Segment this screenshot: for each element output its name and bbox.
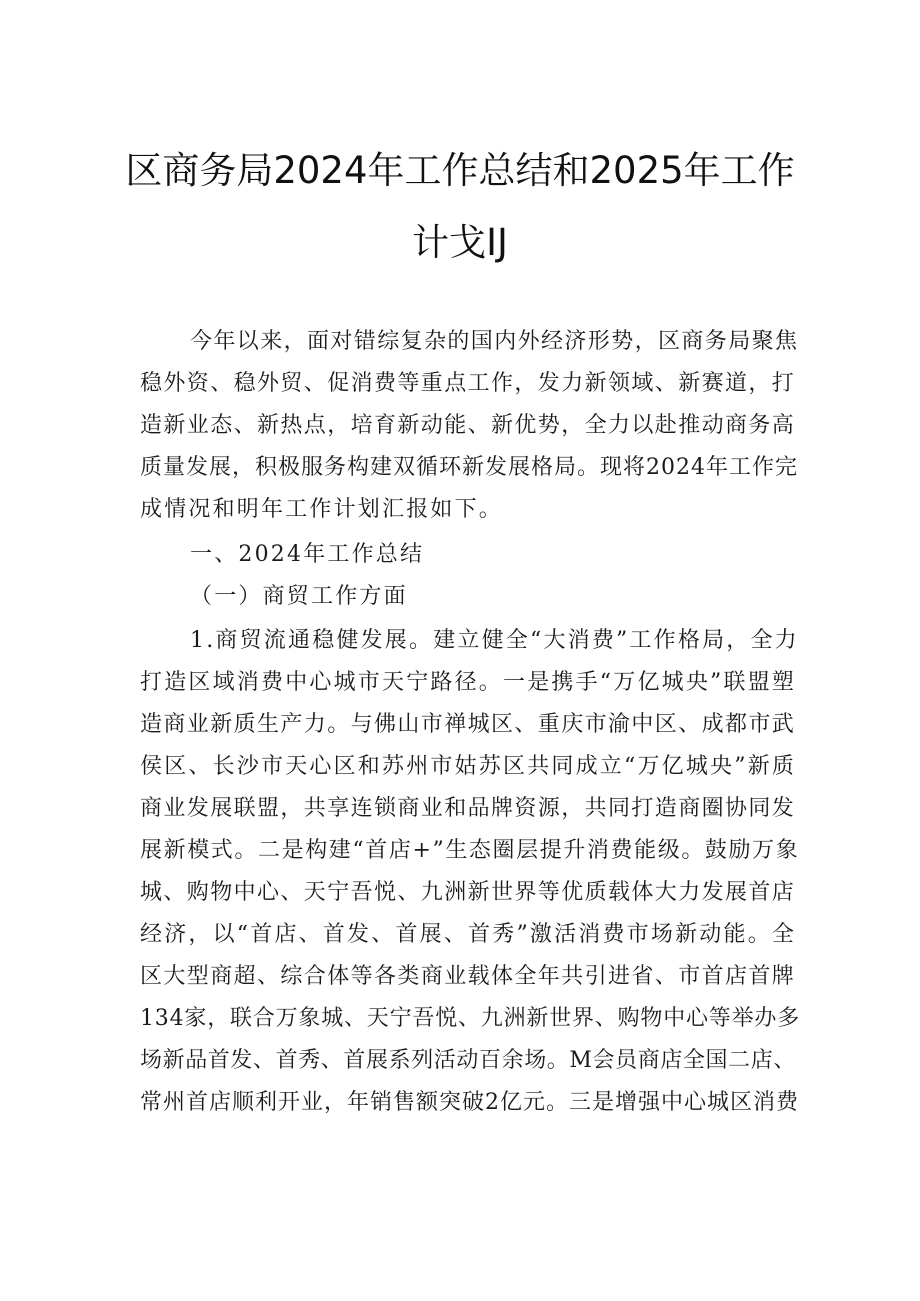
intro-line: 今年以来，面对错综复杂的国内外经济形势，区商务局聚焦 [190, 329, 799, 354]
body-line: 经济，以“首店、首发、首展、首秀”激活消费市场新动能。全 [140, 922, 797, 947]
subsection-heading: （一）商贸工作方面 [190, 584, 408, 609]
body-line: 134家，联合万象城、天宁吾悦、九洲新世界、购物中心等举办多 [140, 1006, 800, 1031]
body-line: 打造区域消费中心城市天宁路径。一是携手“万亿城央”联盟塑 [140, 670, 797, 695]
intro-line: 质量发展，积极服务构建双循环新发展格局。现将2024年工作完 [140, 455, 798, 480]
body-line: 侯区、长沙市天心区和苏州市姑苏区共同成立“万亿城央”新质 [140, 754, 797, 779]
body-line: 商业发展联盟，共享连锁商业和品牌资源，共同打造商圈协同发 [140, 796, 796, 821]
section-heading: 一、2024年工作总结 [190, 542, 425, 567]
body-line: 造商业新质生产力。与佛山市禅城区、重庆市渝中区、成都市武 [140, 712, 796, 737]
body-line: 场新品首发、首秀、首展系列活动百余场。M会员商店全国二店、 [140, 1048, 796, 1073]
document-title-line-1: 区商务局2024年工作总结和2025年工作 [125, 149, 795, 192]
document-title-line-2: 计戈IJ [412, 221, 508, 264]
intro-line: 成情况和明年工作计划汇报如下。 [140, 497, 504, 522]
intro-line: 造新业态、新热点，培育新动能、新优势，全力以赴推动商务高 [140, 413, 796, 438]
body-line: 展新模式。二是构建“首店+”生态圈层提升消费能级。鼓励万象 [140, 838, 800, 863]
intro-line: 稳外资、稳外贸、促消费等重点工作，发力新领域、新赛道，打 [140, 371, 796, 396]
body-line: 常州首店顺利开业，年销售额突破2亿元。三是增强中心城区消费 [140, 1090, 799, 1115]
body-line: 1.商贸流通稳健发展。建立健全“大消费”工作格局，全力 [190, 628, 799, 653]
body-line: 城、购物中心、天宁吾悦、九洲新世界等优质载体大力发展首店 [140, 880, 796, 905]
body-line: 区大型商超、综合体等各类商业载体全年共引进省、市首店首牌 [140, 964, 796, 989]
